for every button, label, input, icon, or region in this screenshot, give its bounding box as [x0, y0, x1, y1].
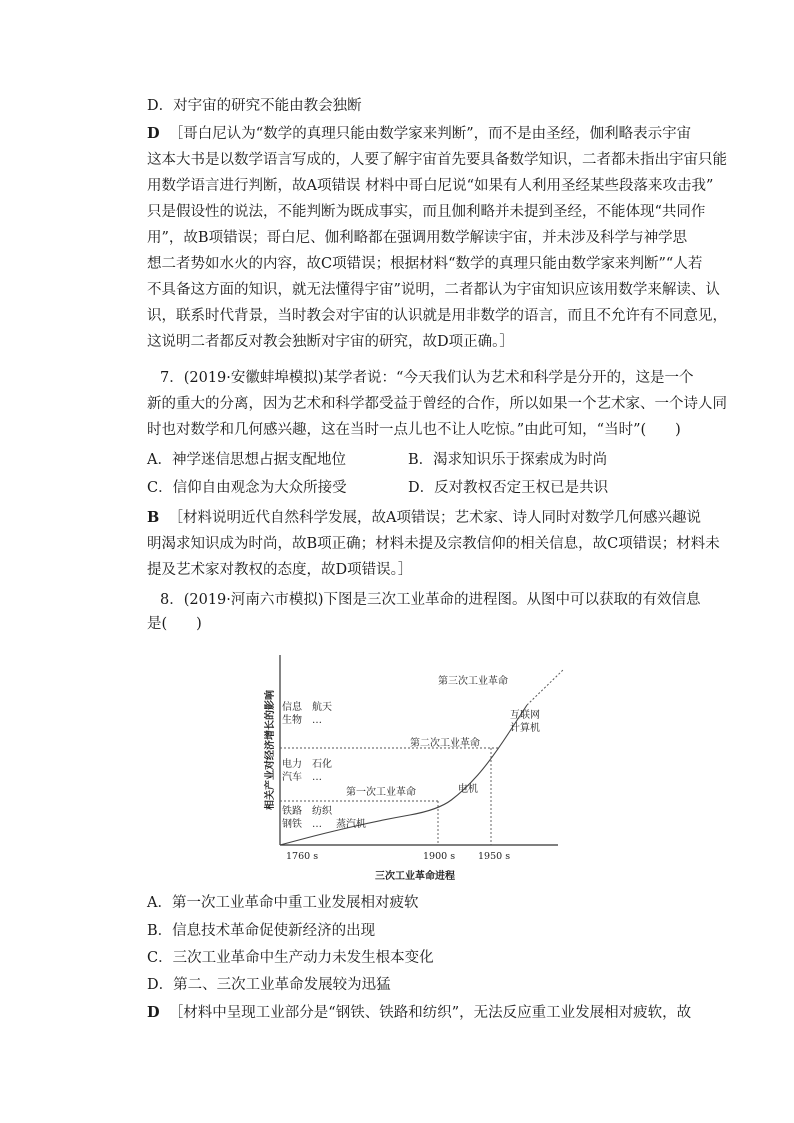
- q7-explanation-line-1: [147, 508, 701, 528]
- q7-explanation-text-1: ［材料说明近代自然科学发展，故A项错误；艺术家、诗人同时对数学几何感兴趣说: [168, 510, 701, 526]
- q8-explanation-line-1: [147, 1003, 691, 1023]
- q8-stem-line-1: 8．(2019·河南六市模拟)下图是三次工业革命的进程图。从图中可以获取的有效信息: [160, 592, 701, 608]
- q6-explanation-line-3: 用数学语言进行判断，故A项错误 材料中哥白尼说“如果有人利用圣经某些段落来攻击我”: [147, 178, 714, 194]
- q6-explanation-line-6: 想二者势如水火的内容，故C项错误；根据材料“数学的真理只能由数学家来判断”“人若: [147, 256, 703, 272]
- series-line-projection: [527, 670, 563, 705]
- q6-explanation-text-1: ［哥白尼认为“数学的真理只能由数学家来判断”，而不是由圣经，伽利略表示宇宙: [168, 126, 692, 142]
- q7-option-d: D．反对教权否定王权已是共识: [408, 480, 609, 496]
- q8-option-d: D．第二、三次工业革命发展较为迅猛: [147, 977, 391, 993]
- x-tick-1760: 1760 s: [286, 851, 319, 862]
- q6-explanation-line-2: 这本大书是以数学语言写成的，人要了解宇宙首先要具备数学知识，二者都未指出宇宙只能: [147, 152, 727, 168]
- q8-answer-letter: D: [147, 1004, 160, 1021]
- q6-explanation-line-1: [147, 124, 691, 144]
- x-tick-1950: 1950 s: [478, 851, 511, 862]
- q6-explanation-line-9: 这说明二者都反对教会独断对宇宙的研究，故D项正确。］: [147, 334, 514, 350]
- q7-stem-line-3: 时也对数学和几何感兴趣，这在当时一点儿也不让人吃惊。”由此可知，“当时”( ): [147, 422, 681, 438]
- q8-option-a: A．第一次工业革命中重工业发展相对疲软: [147, 895, 419, 911]
- chart-title: 三次工业革命进程: [375, 871, 455, 882]
- q7-stem-line-1: 7．(2019·安徽蚌埠模拟)某学者说：“今天我们认为艺术和科学是分开的，这是一个: [160, 370, 694, 386]
- q6-answer-letter: D: [147, 125, 160, 142]
- q6-explanation-line-5: 用”，故B项错误；哥白尼、伽利略都在强调用数学解读宇宙，并未涉及科学与神学思: [147, 230, 688, 246]
- q6-option-d: D．对宇宙的研究不能由教会独断: [147, 98, 362, 114]
- q7-explanation-line-2: 明渴求知识成为时尚，故B项正确；材料未提及宗教信仰的相关信息，故C项错误；材料未: [147, 536, 720, 552]
- q7-answer-letter: B: [147, 509, 160, 526]
- q6-explanation-line-4: 只是假设性的说法，不能判断为既成事实，而且伽利略并未提到圣经，不能体现“共同作: [147, 204, 706, 220]
- q7-option-c: C．信仰自由观念为大众所接受: [147, 480, 347, 496]
- q6-explanation-line-7: 不具备这方面的知识，就无法懂得宇宙”说明，二者都认为宇宙知识应该用数学来解读、认: [147, 282, 720, 298]
- annotation-steam: 蒸汽机: [336, 819, 366, 830]
- q7-explanation-line-3: 提及艺术家对教权的态度，故D项错误。］: [147, 562, 413, 578]
- q8-stem-line-2: 是( ): [147, 616, 202, 632]
- annotation-rail-textile-2: 钢铁 …: [282, 819, 322, 830]
- annotation-power-2: 汽车 …: [282, 772, 322, 783]
- annotation-rail-textile-1: 铁路 纺织: [282, 806, 332, 817]
- annotation-info-1: 信息 航天: [282, 702, 332, 713]
- q8-option-c: C．三次工业革命中生产动力未发生根本变化: [147, 950, 434, 966]
- annotation-computer: 计算机: [510, 723, 540, 734]
- stage-label-first: 第一次工业革命: [346, 787, 416, 798]
- q8-explanation-text-1: ［材料中呈现工业部分是“钢铁、铁路和纺织”，无法反应重工业发展相对疲软，故: [168, 1005, 692, 1021]
- q7-stem-line-2: 新的重大的分离，因为艺术和科学都受益于曾经的合作，所以如果一个艺术家、一个诗人同: [147, 396, 727, 412]
- industrial-revolution-chart: [258, 645, 578, 885]
- annotation-info-2: 生物 …: [282, 715, 322, 726]
- q7-option-a: A．神学迷信思想占据支配地位: [147, 452, 346, 468]
- annotation-internet: 互联网: [510, 710, 540, 721]
- q6-explanation-line-8: 识，联系时代背景，当时教会对宇宙的认识就是用非数学的语言，而且不允许有不同意见，: [147, 308, 727, 324]
- stage-label-third: 第三次工业革命: [438, 676, 508, 687]
- q7-option-b: B．渴求知识乐于探索成为时尚: [408, 452, 608, 468]
- annotation-motor: 电机: [458, 784, 478, 795]
- q8-option-b: B．信息技术革命促使新经济的出现: [147, 923, 376, 939]
- stage-label-second: 第二次工业革命: [410, 738, 480, 749]
- x-tick-1900: 1900 s: [423, 851, 456, 862]
- annotation-power-1: 电力 石化: [282, 759, 332, 770]
- y-axis-label: 相关产业对经济增长的影响: [265, 690, 276, 810]
